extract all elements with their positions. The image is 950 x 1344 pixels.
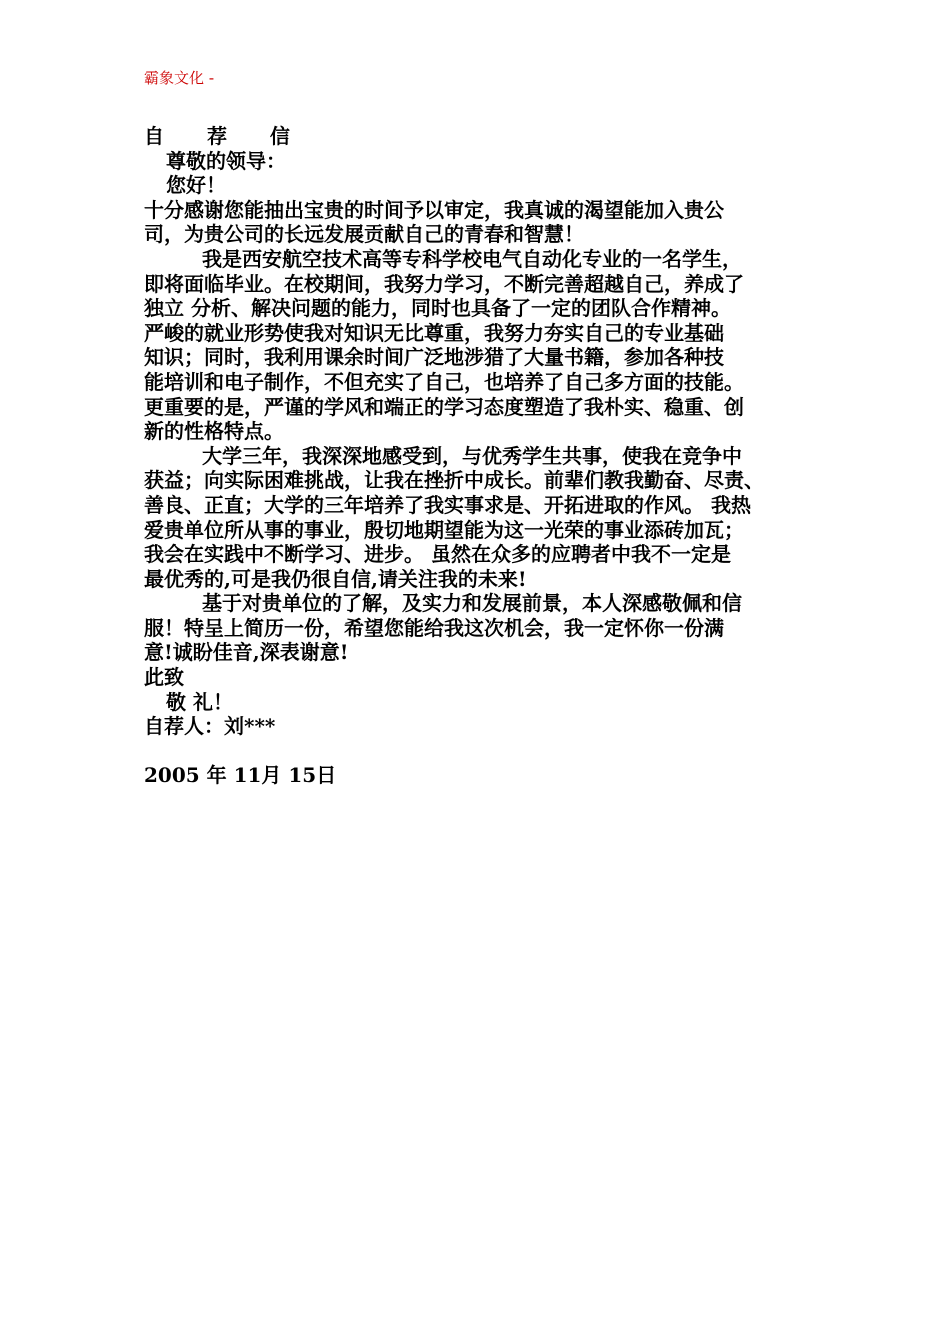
paragraph-line: 我会在实践中不断学习、进步。 虽然在众多的应聘者中我不一定是 (144, 542, 731, 567)
paragraph-line: 我是西安航空技术高等专科学校电气自动化专业的一名学生， (202, 246, 742, 271)
paragraph-3 (144, 444, 814, 592)
paragraph-line: 司，为贵公司的长远发展贡献自己的青春和智慧！ (144, 222, 584, 247)
paragraph-line: 知识；同时，我利用课余时间广泛地涉猎了大量书籍，参加各种技 (144, 345, 724, 370)
paragraph-line: 严峻的就业形势使我对知识无比尊重，我努力夯实自己的专业基础 (144, 320, 724, 345)
letter-greeting: 您好！ (166, 173, 226, 198)
letter-date: 2005 年 11月 15日 (144, 762, 337, 787)
paragraph-line: 获益；向实际困难挑战，让我在挫折中成长。前辈们教我勤奋、尽责、 (144, 468, 764, 493)
paragraph-line: 新的性格特点。 (144, 419, 284, 444)
paragraph-1 (144, 198, 814, 247)
blank-line (144, 739, 814, 763)
paragraph-line: 意!诚盼佳音,深表谢意! (144, 640, 349, 665)
paragraph-line: 大学三年，我深深地感受到，与优秀学生共事，使我在竞争中 (202, 443, 742, 468)
paragraph-line: 更重要的是，严谨的学风和端正的学习态度塑造了我朴实、稳重、创 (144, 394, 744, 419)
paragraph-line: 基于对贵单位的了解，及实力和发展前景，本人深感敬佩和信 (202, 591, 742, 616)
letter-regards: 敬 礼！ (166, 689, 233, 714)
letter-title: 自 荐 信 (144, 124, 308, 148)
letter-signature: 自荐人：刘*** (144, 714, 276, 739)
paragraph-line: 十分感谢您能抽出宝贵的时间予以审定，我真诚的渴望能加入贵公 (144, 197, 724, 222)
letter-closing: 此致 (144, 665, 184, 690)
paragraph-line: 独立 分析、解决问题的能力，同时也具备了一定的团队合作精神。 (144, 296, 731, 321)
paragraph-2 (144, 247, 814, 444)
cover-letter (144, 124, 814, 787)
paragraph-line: 最优秀的,可是我仍很自信,请关注我的未来! (144, 566, 527, 591)
paragraph-line: 即将面临毕业。在校期间，我努力学习，不断完善超越自己，养成了 (144, 271, 744, 296)
letter-salutation: 尊敬的领导： (166, 148, 286, 173)
paragraph-line: 善良、正直；大学的三年培养了我实事求是、开拓进取的作风。 我热 (144, 492, 751, 517)
paragraph-line: 服！特呈上简历一份，希望您能给我这次机会，我一定怀你一份满 (144, 615, 724, 640)
paragraph-line: 能培训和电子制作，不但充实了自己，也培养了自己多方面的技能。 (144, 369, 744, 394)
header-brand: 霸象文化 - (144, 69, 215, 87)
paragraph-line: 爱贵单位所从事的事业，殷切地期望能为这一光荣的事业添砖加瓦； (144, 517, 744, 542)
paragraph-4 (144, 591, 814, 665)
